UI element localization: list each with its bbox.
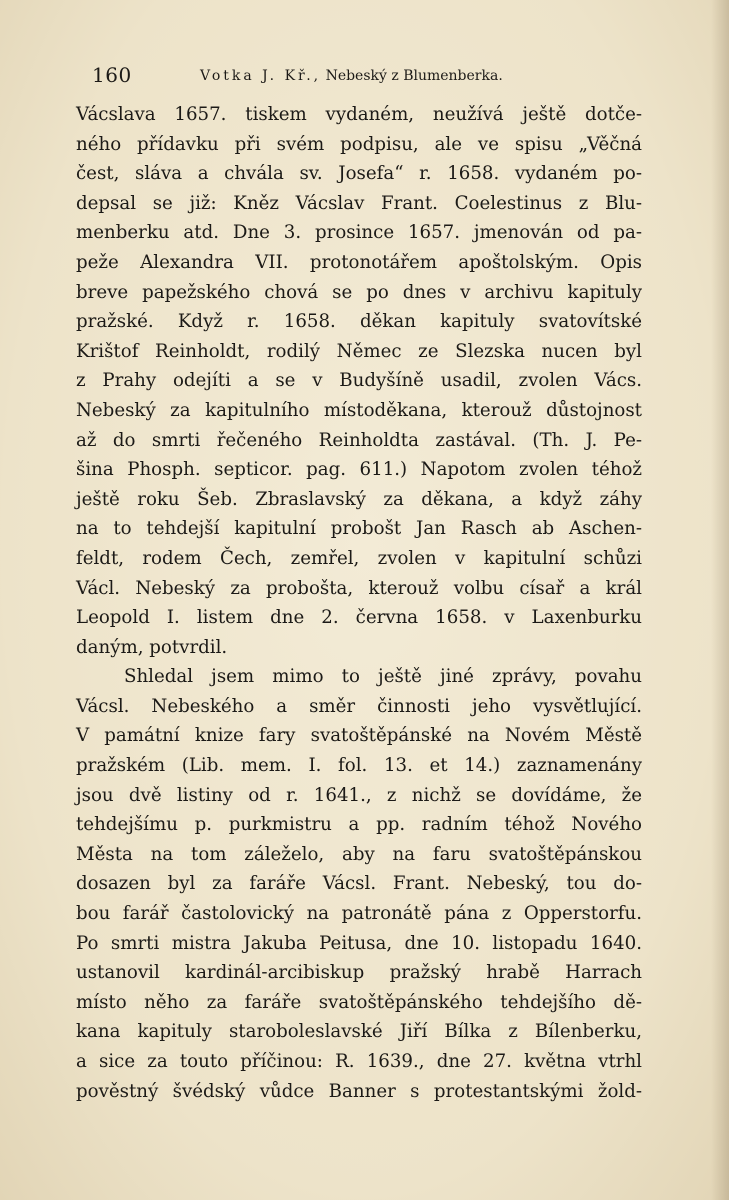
text-line: šina Phosph. septicor. pag. 611.) Napotom zvolen téhož bbox=[76, 459, 642, 481]
text-line: pověstný švédský vůdce Banner s protestantskými žold- bbox=[76, 1080, 642, 1102]
running-head-title: Nebeský z Blumenberka. bbox=[325, 68, 503, 84]
text-line: daným, potvrdil. bbox=[76, 636, 228, 658]
text-line: pražské. Když r. 1658. děkan kapituly svatovítské bbox=[76, 311, 642, 333]
text-line: Václ. Nebeský za probošta, kterouž volbu císař a král bbox=[76, 577, 642, 599]
text-line: ustanovil kardinál-arcibiskup pražský hrabě Harrach bbox=[76, 962, 642, 984]
text-line: peže Alexandra VII. protonotářem apoštolským. Opis bbox=[76, 251, 642, 273]
text-line: až do smrti řečeného Reinholdta zastával. (Th. J. Pe- bbox=[76, 429, 642, 451]
text-line: bou farář častolovický na patronátě pána z Opperstorfu. bbox=[76, 903, 642, 925]
page-number: 160 bbox=[92, 63, 132, 87]
text-line: depsal se již: Kněz Vácslav Frant. Coelestinus z Blu- bbox=[76, 192, 642, 214]
text-line: breve papežského chová se po dnes v archivu kapituly bbox=[76, 281, 642, 303]
text-line: Nebeský za kapitulního místoděkana, kterouž důstojnost bbox=[76, 399, 642, 421]
text-line: Vácsl. Nebeského a směr činnosti jeho vysvětlující. bbox=[76, 695, 642, 717]
text-line: Po smrti mistra Jakuba Peitusa, dne 10. listopadu 1640. bbox=[76, 932, 642, 954]
text-line: ného přídavku při svém podpisu, ale ve spisu „Věčná bbox=[76, 133, 642, 155]
running-head bbox=[200, 66, 503, 86]
text-line: feldt, rodem Čech, zemřel, zvolen v kapitulní schůzi bbox=[76, 547, 642, 569]
text-line: na to tehdejší kapitulní probošt Jan Rasch ab Aschen- bbox=[76, 518, 642, 540]
text-line: jsou dvě listiny od r. 1641., z nichž se dovídáme, že bbox=[76, 784, 642, 806]
text-line: Vácslava 1657. tiskem vydaném, neužívá ještě dotče- bbox=[76, 104, 642, 125]
body-text bbox=[76, 100, 642, 1106]
text-line: z Prahy odejíti a se v Budyšíně usadil, zvolen Vács. bbox=[76, 370, 642, 392]
text-line: V památní knize fary svatoštěpánské na Novém Městě bbox=[76, 725, 642, 747]
text-line: pražském (Lib. mem. I. fol. 13. et 14.) zaznamenány bbox=[76, 755, 642, 777]
text-line: dosazen byl za faráře Vácsl. Frant. Nebeský, tou do- bbox=[76, 873, 642, 895]
text-line: Shledal jsem mimo to ještě jiné zprávy, povahu bbox=[124, 666, 642, 688]
text-line: menberku atd. Dne 3. prosince 1657. jmenován od pa- bbox=[76, 222, 642, 244]
text-line: Krištof Reinholdt, rodilý Němec ze Slezska nucen byl bbox=[76, 340, 642, 362]
text-line: a sice za touto příčinou: R. 1639., dne 27. května vtrhl bbox=[76, 1051, 642, 1072]
text-line: Leopold I. listem dne 2. června 1658. v Laxenburku bbox=[76, 607, 642, 629]
text-line: místo něho za faráře svatoštěpánského tehdejšího dě- bbox=[76, 991, 642, 1013]
running-head-author: Votka J. Kř., bbox=[200, 68, 322, 84]
page-edge-shadow bbox=[711, 0, 729, 1200]
text-line: čest, sláva a chvála sv. Josefa“ r. 1658. vydaném po- bbox=[76, 163, 642, 185]
text-line: Města na tom záleželo, aby na faru svatoštěpánskou bbox=[76, 843, 642, 865]
text-line: ještě roku Šeb. Zbraslavský za děkana, a když záhy bbox=[76, 488, 642, 510]
text-line: kana kapituly staroboleslavské Jiří Bílka z Bílenberku, bbox=[76, 1021, 642, 1043]
page-header bbox=[92, 62, 652, 92]
text-line: tehdejšímu p. purkmistru a pp. radním téhož Nového bbox=[76, 814, 642, 836]
